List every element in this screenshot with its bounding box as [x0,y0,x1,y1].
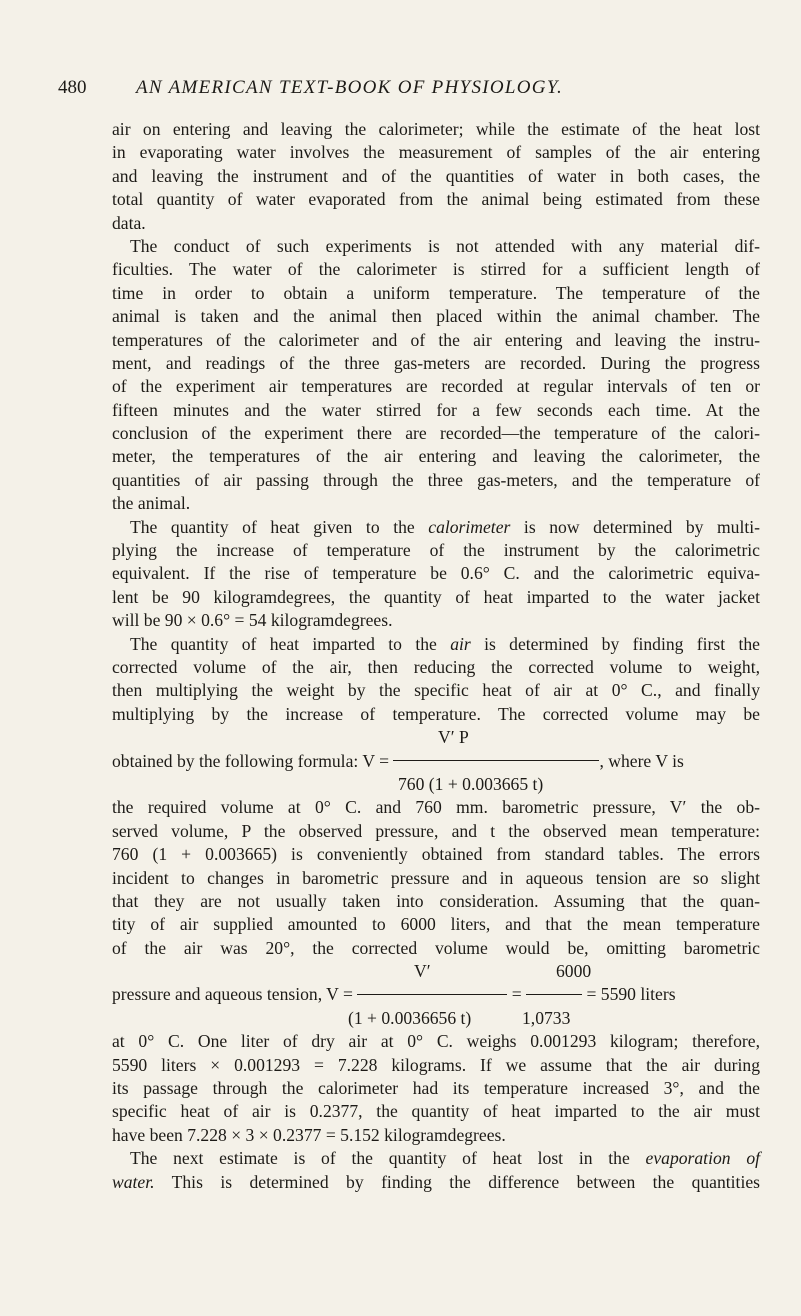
fraction-bar [393,760,599,761]
text-line: air on entering and leaving the calorimeter; while the estimate of the heat lost [112,119,760,139]
text-line: that they are not usually taken into consideration. Assuming that the quan- [112,890,760,911]
text-line: ment, and readings of the three gas-meters are recorded. During the progress [112,352,760,373]
text-line: quantities of air passing through the three gas-meters, and the temperature of [112,469,760,490]
text-line: its passage through the calorimeter had its temperature increased 3°, and the [112,1078,760,1099]
text-line: and leaving the instrument and of the quantities of water in both cases, the [112,165,760,186]
formula-2-numerator: V′ 6000 [414,961,592,982]
emphasis-water: water. [112,1171,155,1192]
formula-1-numerator: V′ P [438,727,469,748]
formula-1-line: obtained by the following formula: V = , where V is [112,750,684,771]
text-line: ficulties. The water of the calorimeter is stirred for a sufficient length of [112,259,760,280]
text-line: will be 90 × 0.6° = 54 kilogramdegrees. [112,610,393,631]
emphasis-calorimeter: calorimeter [428,516,511,537]
running-title: AN AMERICAN TEXT-BOOK OF PHYSIOLOGY. [136,77,563,98]
text-line: The conduct of such experiments is not attended with any material dif- [130,235,760,256]
text-line: tity of air supplied amounted to 6000 liters, and that the mean temperature [112,914,760,935]
text-line: at 0° C. One liter of dry air at 0° C. weighs 0.001293 kilogram; therefore, [112,1031,760,1052]
text-line: have been 7.228 × 3 × 0.2377 = 5.152 kilogramdegrees. [112,1124,506,1145]
fraction-bar [526,994,582,995]
formula-2-denominator: (1 + 0.0036656 t) 1,0733 [348,1007,571,1028]
text-line: specific heat of air is 0.2377, the quantity of heat imparted to the air must [112,1101,760,1122]
formula-2-line: pressure and aqueous tension, V = = = 5590 liters [112,984,676,1005]
emphasis-evaporation: evaporation of [645,1148,761,1169]
text-line: lent be 90 kilogramdegrees, the quantity of heat imparted to the water jacket [112,586,760,607]
text-line: conclusion of the experiment there are recorded—the temperature of the calori- [112,423,760,444]
text-line: of the air was 20°, the corrected volume would be, omitting barometric [112,937,760,958]
text-line: meter, the temperatures of the air entering and leaving the calorimeter, the [112,446,760,467]
text-line: The quantity of heat given to the calorimeter is now determined by multi- [130,516,761,537]
text-line: the required volume at 0° C. and 760 mm. barometric pressure, V′ the ob- [112,797,760,818]
fraction-bar [357,994,507,995]
text-line: then multiplying the weight by the specific heat of air at 0° C., and finally [112,680,760,701]
text-line: total quantity of water evaporated from the animal being estimated from these [112,189,760,210]
text-line: data. [112,212,146,233]
text-line: 5590 liters × 0.001293 = 7.228 kilograms. If we assume that the air during [112,1054,760,1075]
text-line: 760 (1 + 0.003665) is conveniently obtained from standard tables. The errors [112,844,760,865]
text-line: corrected volume of the air, then reducing the corrected volume to weight, [112,656,760,677]
emphasis-air: air [450,633,471,654]
text-line: of the experiment air temperatures are recorded at regular intervals of ten or [112,376,760,397]
text-line: the animal. [112,493,191,514]
text-line: incident to changes in barometric pressure and in aqueous tension are so slight [112,867,760,888]
body-text [112,118,760,1194]
text-line: The next estimate is of the quantity of heat lost in the evaporation of [130,1148,761,1169]
text-line: multiplying by the increase of temperature. The corrected volume may be [112,703,760,724]
text-line: temperatures of the calorimeter and of the air entering and leaving the instru- [112,329,760,350]
text-line: time in order to obtain a uniform temperature. The temperature of the [112,282,760,303]
text-line: served volume, P the observed pressure, and t the observed mean temperature: [112,820,760,841]
text-line: animal is taken and the animal then placed within the animal chamber. The [112,306,760,327]
text-line: in evaporating water involves the measurement of samples of the air entering [112,142,760,163]
text-line: water. This is determined by finding the difference between the quantities [112,1171,760,1192]
text-line: plying the increase of temperature of the instrument by the calorimetric [112,540,760,561]
text-line: The quantity of heat imparted to the air is determined by finding first the [130,633,760,654]
formula-1-denominator: 760 (1 + 0.003665 t) [398,773,544,794]
text-line: fifteen minutes and the water stirred for a few seconds each time. At the [112,399,760,420]
page-number: 480 [58,77,87,98]
text-line: equivalent. If the rise of temperature be 0.6° C. and the calorimetric equiva- [112,563,760,584]
